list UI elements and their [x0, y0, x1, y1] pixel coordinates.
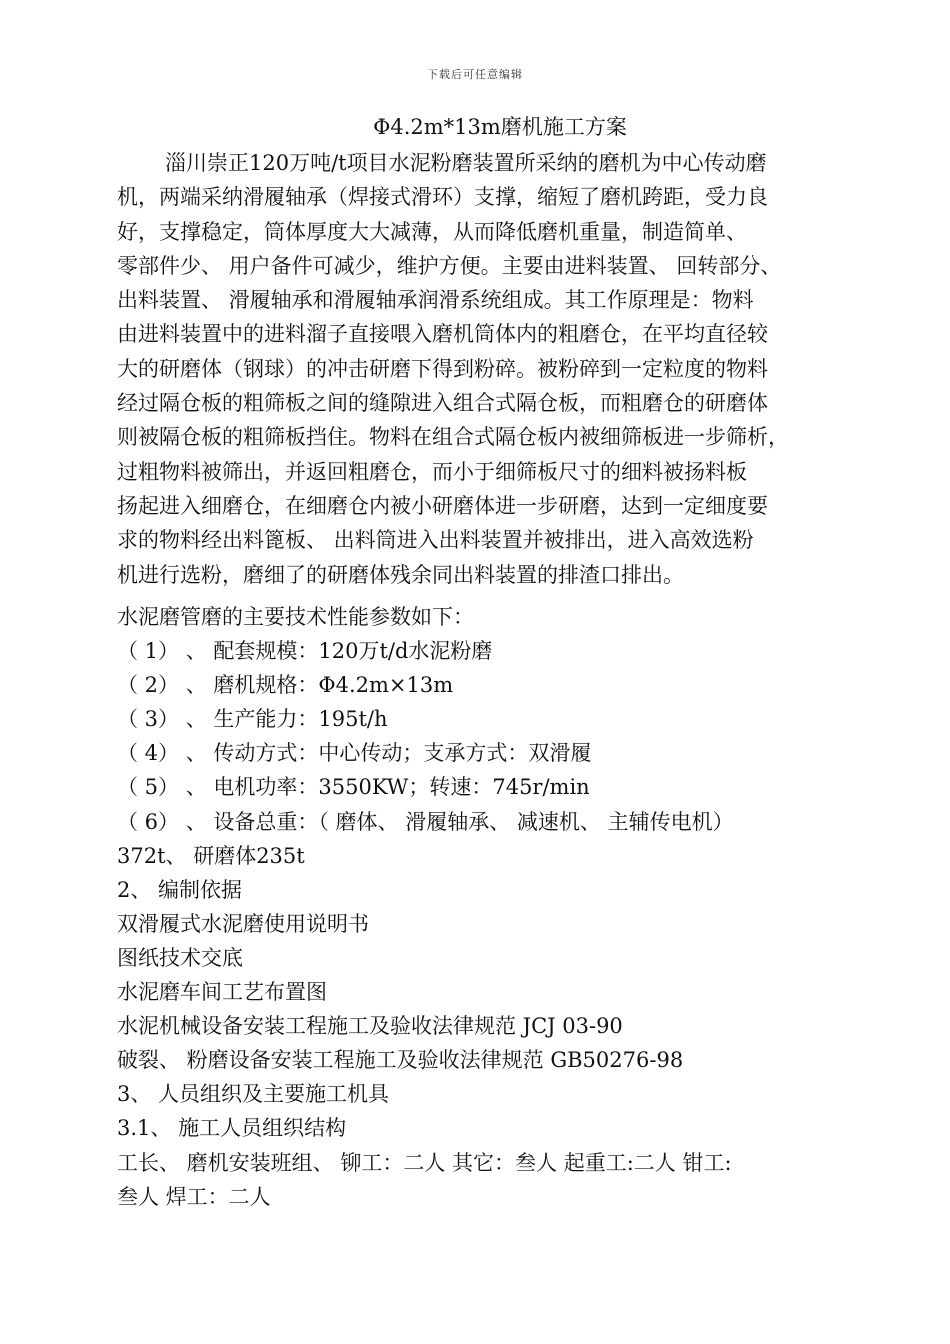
text-line: 则被隔仓板的粗筛板挡住。物料在组合式隔仓板内被细筛板进一步筛析，: [117, 425, 789, 450]
text-line: 经过隔仓板的粗筛板之间的缝隙进入组合式隔仓板，而粗磨仓的研磨体: [117, 391, 768, 416]
reference-item: 破裂、 粉磨设备安装工程施工及验收法律规范 GB50276-98: [117, 1048, 684, 1073]
parameter-item: （ 3） 、 生产能力：195t/h: [117, 707, 388, 732]
section-heading: 2、 编制依据: [117, 877, 243, 902]
text-line: 零部件少、 用户备件可减少，维护方便。主要由进料装置、 回转部分、: [117, 253, 782, 278]
parameter-item: （ 1） 、 配套规模：120万t/d水泥粉磨: [117, 639, 493, 664]
reference-item: 图纸技术交底: [117, 945, 243, 970]
intro-text: [117, 146, 847, 592]
staff-line: 工长、 磨机安装班组、 铆工：二人 其它：叁人 起重工:二人 钳工:: [117, 1150, 732, 1175]
text-line: 出料装置、 滑履轴承和滑履轴承润滑系统组成。其工作原理是：物料: [117, 288, 754, 313]
parameters-heading: 水泥磨管磨的主要技术性能参数如下：: [117, 605, 474, 629]
parameter-item-continued: 372t、 研磨体235t: [117, 843, 305, 868]
parameter-item: （ 6） 、 设备总重：（ 磨体、 滑履轴承、 减速机、 主辅传电机）: [117, 809, 734, 834]
header-note: 下载后可任意编辑: [427, 68, 523, 81]
parameter-item: （ 5） 、 电机功率：3550KW；转速：745r/min: [117, 775, 590, 800]
document-title: Φ4.2m*13m磨机施工方案: [373, 115, 627, 139]
parameter-item: （ 2） 、 磨机规格：Φ4.2m×13m: [117, 673, 454, 698]
text-line: 过粗物料被筛出，并返回粗磨仓，而小于细筛板尺寸的细料被扬料板: [117, 459, 747, 484]
text-line: 机进行选粉，磨细了的研磨体残余同出料装置的排渣口排出。: [117, 562, 684, 587]
text-line: 大的研磨体（钢球）的冲击研磨下得到粉碎。被粉碎到一定粒度的物料: [117, 356, 768, 381]
reference-item: 水泥机械设备安装工程施工及验收法律规范 JCJ 03-90: [117, 1014, 623, 1039]
text-line: 淄川崇正120万吨/t项目水泥粉磨装置所采纳的磨机为中心传动磨: [165, 151, 767, 175]
reference-item: 水泥磨车间工艺布置图: [117, 980, 327, 1005]
text-line: 扬起进入细磨仓，在细磨仓内被小研磨体进一步研磨，达到一定细度要: [117, 493, 768, 518]
text-line: 求的物料经出料篦板、 出料筒进入出料装置并被排出，进入高效选粉: [117, 528, 754, 553]
reference-item: 双滑履式水泥磨使用说明书: [117, 911, 369, 936]
parameters-and-sections: [117, 600, 847, 1214]
intro-paragraph: [117, 146, 847, 592]
text-line: 由进料装置中的进料溜子直接喂入磨机筒体内的粗磨仓，在平均直径较: [117, 322, 768, 347]
parameter-item: （ 4） 、 传动方式：中心传动；支承方式：双滑履: [117, 741, 592, 766]
section-heading: 3、 人员组织及主要施工机具: [117, 1082, 390, 1107]
subsection-heading: 3.1、 施工人员组织结构: [117, 1116, 347, 1141]
text-line: 好，支撑稳定，筒体厚度大大减薄，从而降低磨机重量，制造简单、: [117, 219, 747, 244]
staff-line-continued: 叁人 焊工：二人: [117, 1184, 271, 1209]
text-line: 机，两端采纳滑履轴承（焊接式滑环）支撑，缩短了磨机跨距，受力良: [117, 185, 768, 210]
